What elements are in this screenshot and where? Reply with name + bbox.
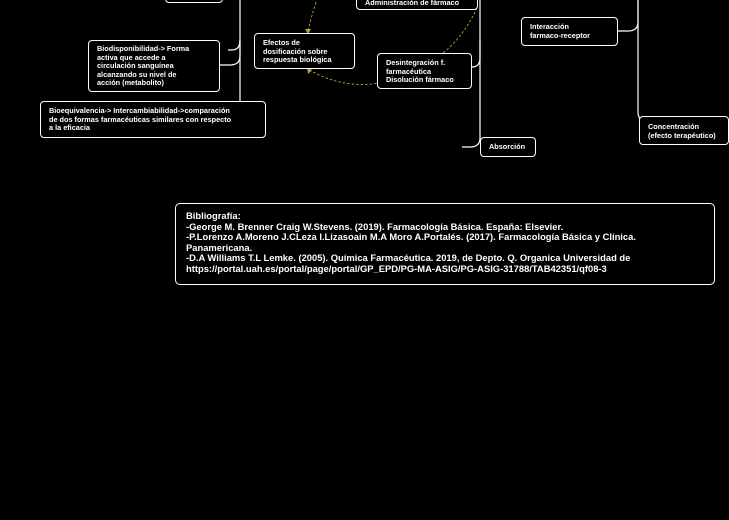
dashed-link-administracion-efectos [308,2,316,31]
connector-desintegracion [472,40,480,67]
bibliography-line: -D.A Williams T.L Lemke. (2005). Química Farmacéutica. 2019, de Depto. Q. Organica Universidad de [186,252,631,264]
connector-trunk-left [228,0,240,50]
node-top-left-partial[interactable] [165,0,223,3]
node-interaccion[interactable]: Interacción farmaco-receptor [521,17,618,46]
bibliography-box[interactable] [175,203,715,285]
node-bioequivalencia[interactable]: Bioequivalencia-> Intercambiabilidad->comparación de dos formas farmacéuticas similares con respecto a la eficacia [40,101,266,138]
node-administracion[interactable]: Administración de fármaco [356,0,478,10]
node-efectos[interactable]: Efectos de dosificación sobre respuesta biológica [254,33,355,69]
bibliography-line: -George M. Brenner Craig W.Stevens. (2019). Farmacología Básica. España: Elsevier. [186,220,564,232]
connector-biodisponibilidad [220,40,240,65]
bibliography-line: Panamericana. [186,241,253,253]
bibliography-heading: Bibliografía: [186,210,241,221]
connector-trunk-right [618,0,638,31]
connector-concentracion [638,0,647,121]
bibliography-line: -P.Lorenzo A.Moreno J.CLeza I.Lizasoain M.A Moro A.Portalés. (2017). Farmacología Básica y Clínica. [186,231,636,243]
node-biodisponibilidad[interactable]: Biodisponibilidad-> Forma activa que accede a circulación sanguínea alcanzando su nivel de acción (metabolito) [88,40,220,92]
node-concentracion[interactable]: Concentración (efecto terapéutico) [639,116,729,145]
bibliography-link[interactable]: https://portal.uah.es/portal/page/portal/GP_EPD/PG-MA-ASIG/PG-ASIG-31788/TAB42351/qf08-3 [186,262,607,274]
node-absorcion[interactable]: Absorción [480,137,536,157]
node-desintegracion[interactable]: Desintegración f. farmacéutica Disolución fármaco [377,53,472,89]
